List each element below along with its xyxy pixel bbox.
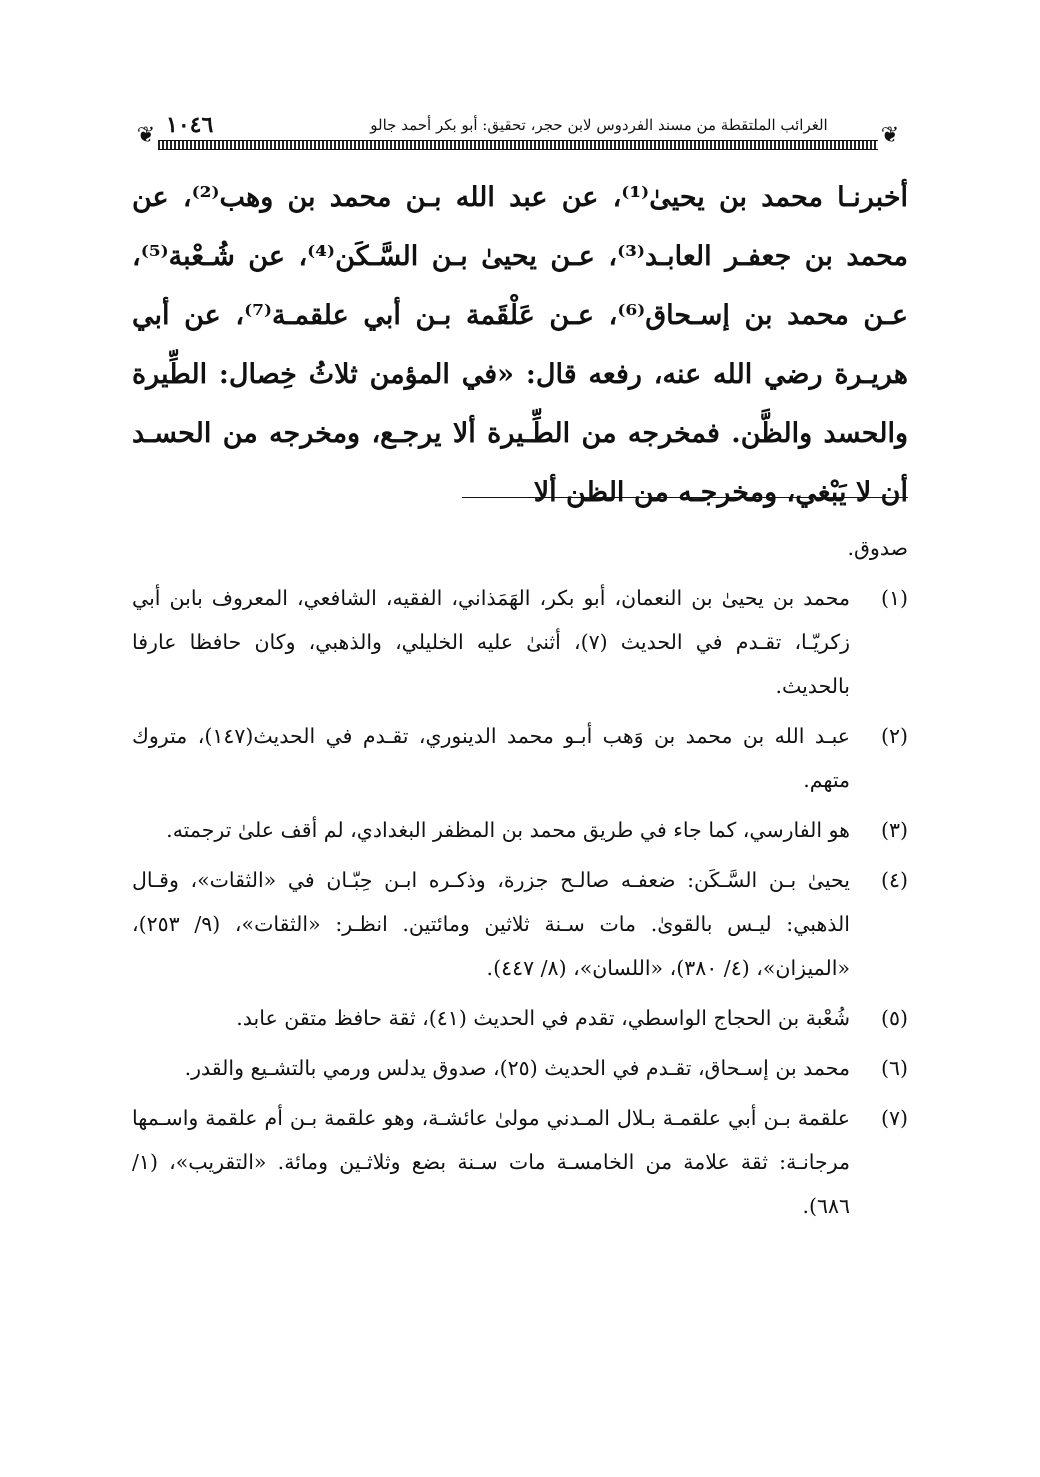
hadith-text: أخبرنـا محمد بن يحيىٰ⁽¹⁾، عن عبد الله بـن محمد بن وهب⁽²⁾، عن محمد بن جعفـر العابـد⁽³⁾، عـن يحيىٰ بـن السَّـكَن⁽⁴⁾، عن شُـعْبة⁽⁵⁾، عـن محمد بن إسـحاق⁽⁶⁾، عـن عَلْقَمة بـن أبي علقمـة⁽⁷⁾، عن أبي هريـرة رضي الله عنه، رفعه قال: «في المؤمن ثلاثُ خِصال: الطِّيرة والحسد والظَّن. فمخرجه من الطِّـيرة ألا يرجـع، ومخرجه من الحسـد أن لا يَبْغي، ومخرجـه من الظن ألا <box>132 182 909 508</box>
footnote-item <box>132 576 908 708</box>
footnote-item <box>132 858 908 990</box>
footnote-number: (٦) <box>880 1056 908 1080</box>
footnote-text: شُعْبة بن الحجاج الواسطي، تقدم في الحديث (٤١)، ثقة حافظ متقن عابد. <box>236 1006 850 1030</box>
footnote-number: (٣) <box>880 818 908 842</box>
main-text <box>132 168 908 522</box>
header-title: الغرائب الملتقطة من مسند الفردوس لابن حجر، تحقيق: أبو بكر أحمد جالو <box>360 116 838 134</box>
footnote-text: هو الفارسي، كما جاء في طريق محمد بن المظفر البغدادي، لم أقف علىٰ ترجمته. <box>166 818 850 842</box>
page-number: ١٠٤٦ <box>162 112 217 138</box>
floral-ornament-icon: ❦ <box>880 123 900 148</box>
footnote-text: محمد بن إسـحاق، تقـدم في الحديث (٢٥)، صدوق يدلس ورمي بالتشـيع والقدر. <box>184 1056 850 1080</box>
footnote-separator <box>462 497 908 498</box>
footnote-continuation: صدوق. <box>847 536 908 560</box>
footnote-number: (٧) <box>880 1106 908 1130</box>
header-rule <box>158 140 878 150</box>
footnote-number: (٤) <box>880 868 908 892</box>
footnote-number: (٥) <box>880 1006 908 1030</box>
running-header <box>128 110 908 154</box>
footnotes <box>132 526 908 1234</box>
footnote-number: (١) <box>880 586 908 610</box>
footnote-text: علقمة بـن أبي علقمـة بـلال المـدني مولىٰ عائشـة، وهو علقمة بـن أم علقمة واسـمها مرجانـة: ثقة علامة من الخامسـة مات سـنة بضع وثلاثـين ومائة. «التقريب»، (١/ ٦٨٦). <box>132 1106 850 1218</box>
footnote-text: يحيىٰ بـن السَّـكَن: ضعفـه صالـح جزرة، وذكـره ابـن حِبّـان في «الثقات»، وقـال الذهبي: ليـس بالقوىٰ. مات سـنة ثلاثين ومائتين. انظـر: «الثقات»، (٩/ ٢٥٣)، «الميزان»، (٤/ ٣٨٠)، «اللسان»، (٨/ ٤٤٧). <box>132 868 850 980</box>
floral-ornament-icon: ❦ <box>136 123 156 148</box>
footnote-item <box>132 1046 908 1090</box>
footnote-item <box>132 808 908 852</box>
footnote-text: عبـد الله بن محمد بن وَهب أبـو محمد الدينوري، تقـدم في الحديث(١٤٧)، متروك متهم. <box>132 724 851 792</box>
footnote-number: (٢) <box>880 724 908 748</box>
footnote-item <box>132 996 908 1040</box>
footnote-item <box>132 714 908 802</box>
footnote-text: محمد بن يحيىٰ بن النعمان، أبو بكر، الهَمَذاني، الفقيه، الشافعي، المعروف بابن أبي زكريّـا، تقـدم في الحديث (٧)، أثنىٰ عليه الخليلي، والذهبي، وكان حافظا عارفا بالحديث. <box>132 586 850 698</box>
footnote-item <box>132 1096 908 1228</box>
